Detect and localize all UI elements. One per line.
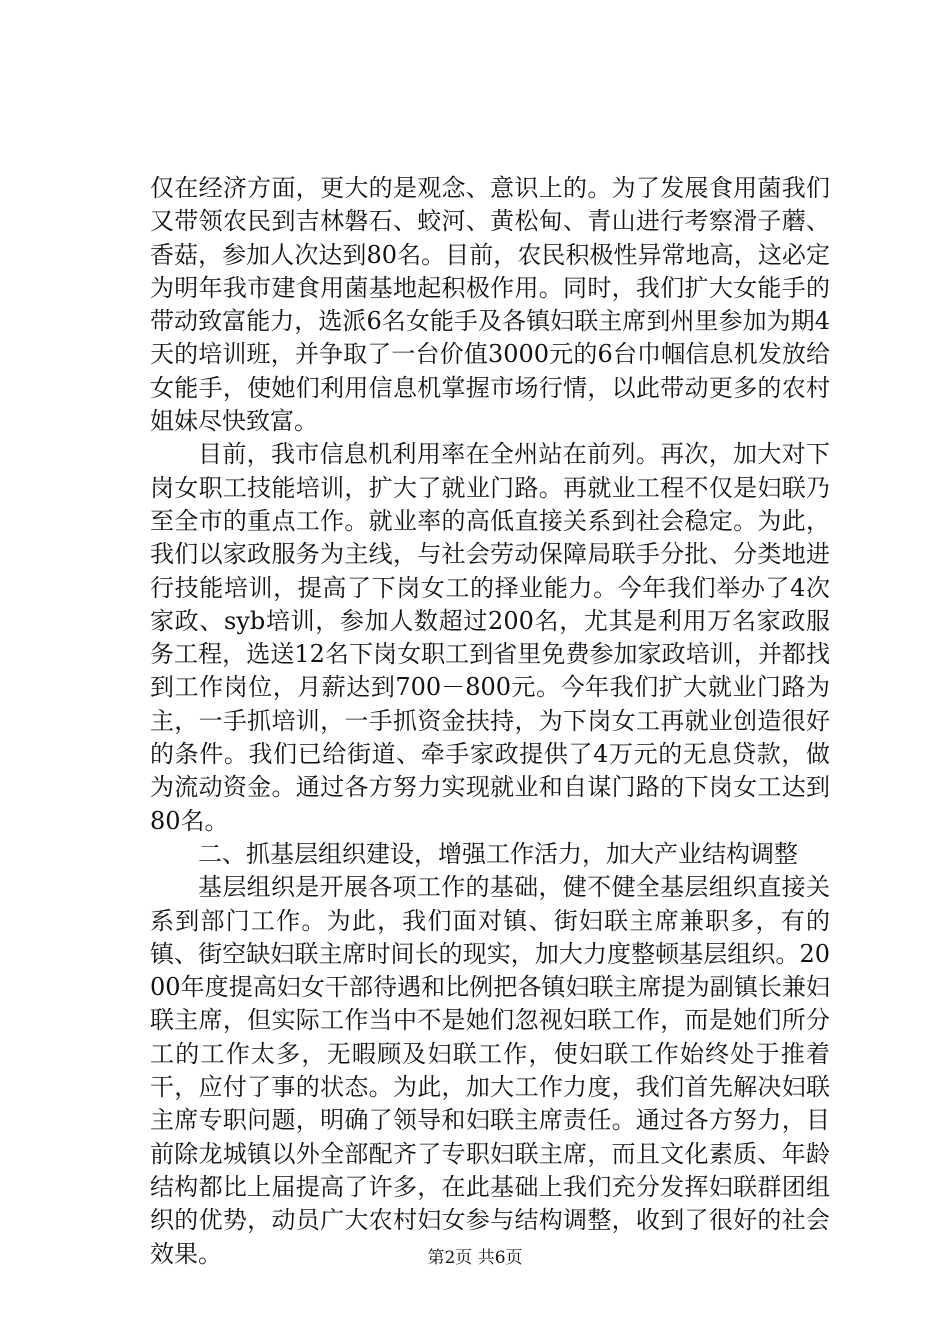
page-number-footer: 第2页 共6页 — [427, 1248, 523, 1268]
document-body — [150, 172, 830, 1271]
paragraph-1: 仅在经济方面，更大的是观念、意识上的。为了发展食用菌我们又带领农民到吉林磐石、蛟河、黄松甸、青山进行考察滑子蘑、香菇，参加人次达到80名。目前，农民积极性异常地高，这必定为明年我市建食用菌基地起积极作用。同时，我们扩大女能手的带动致富能力，选派6名女能手及各镇妇联主席到州里参加为期4天的培训班，并争取了一台价值3000元的6台巾帼信息机发放给女能手，使她们利用信息机掌握市场行情，以此带动更多的农村姐妹尽快致富。 — [150, 174, 830, 436]
paragraph-2: 目前，我市信息机利用率在全州站在前列。再次，加大对下岗女职工技能培训，扩大了就业门路。再就业工程不仅是妇联乃至全市的重点工作。就业率的高低直接关系到社会稳定。为此，我们以家政服务为主线，与社会劳动保障局联手分批、分类地进行技能培训，提高了下岗女工的择业能力。今年我们举办了4次家政、syb培训，参加人数超过200名，尤其是利用万名家政服务工程，选送12名下岗女职工到省里免费参加家政培训，并都找到工作岗位，月薪达到700－800元。今年我们扩大就业门路为主，一手抓培训，一手抓资金扶持，为下岗女工再就业创造很好的条件。我们已给街道、牵手家政提供了4万元的无息贷款，做为流动资金。通过各方努力实现就业和自谋门路的下岗女工达到80名。 — [150, 440, 830, 835]
paragraph-3: 基层组织是开展各项工作的基础，健不健全基层组织直接关系到部门工作。为此，我们面对镇、街妇联主席兼职多，有的镇、街空缺妇联主席时间长的现实，加大力度整顿基层组织。2000年度提高妇女干部待遇和比例把各镇妇联主席提为副镇长兼妇联主席，但实际工作当中不是她们忽视妇联工作，而是她们所分工的工作太多，无暇顾及妇联工作，使妇联工作始终处于推着干，应付了事的状态。为此，加大工作力度，我们首先解决妇联主席专职问题，明确了领导和妇联主席责任。通过各方努力，目前除龙城镇以外全部配齐了专职妇联主席，而且文化素质、年龄结构都比上届提高了许多，在此基础上我们充分发挥妇联群团组织的优势，动员广大农村妇女参与结构调整，收到了很好的社会效果。 — [150, 873, 830, 1268]
section-heading: 二、抓基层组织建设，增强工作活力，加大产业结构调整 — [198, 839, 798, 868]
